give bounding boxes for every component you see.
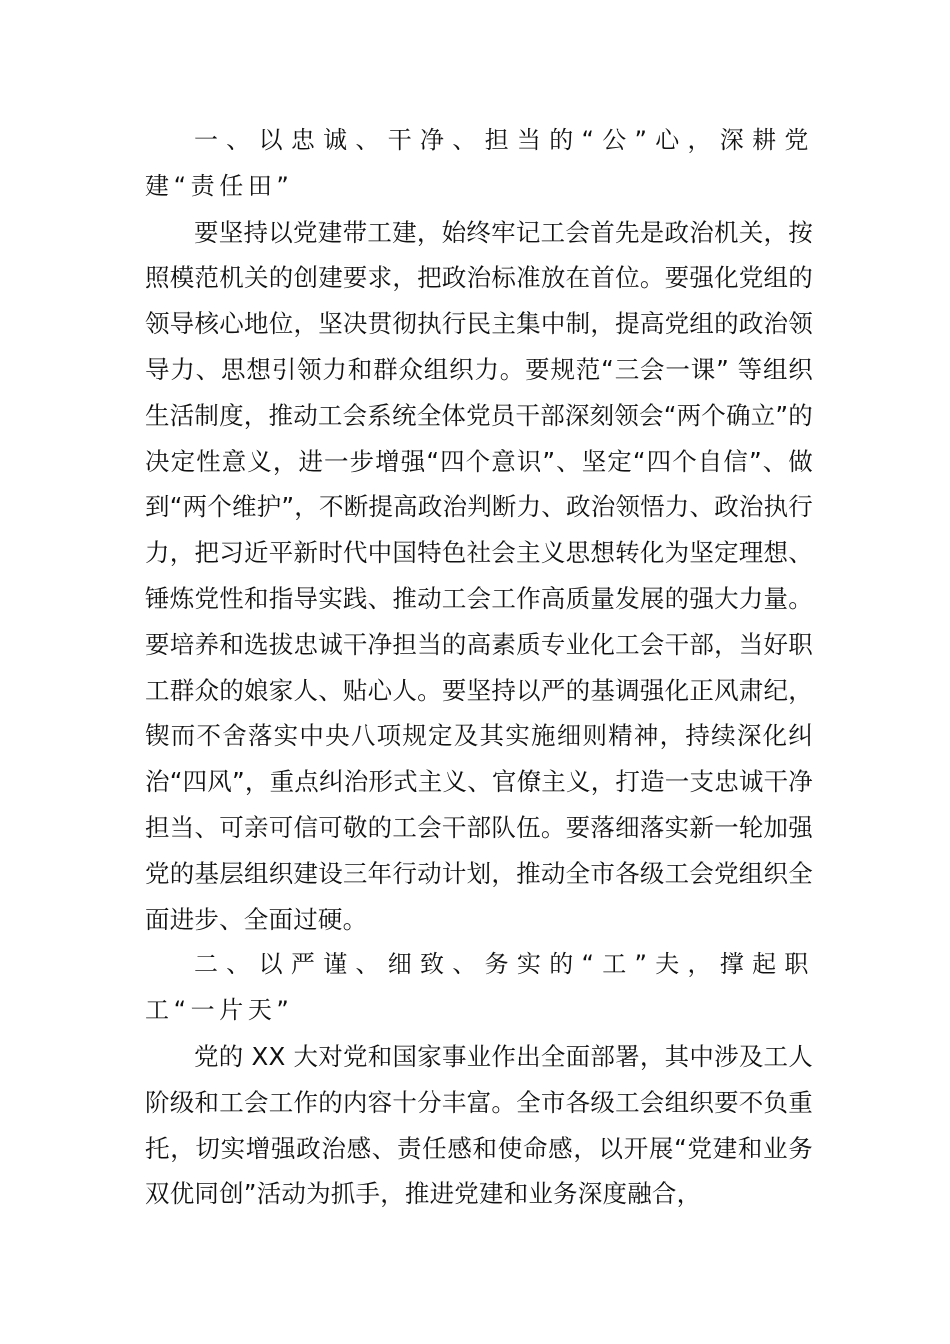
document-body xyxy=(145,118,813,1217)
section-heading-2: 二、以严谨、细致、务实的“工”夫，撑起职工“一片天” xyxy=(145,950,813,1025)
body-paragraph-1: 要坚持以党建带工建，始终牢记工会首先是政治机关，按照模范机关的创建要求，把政治标准放在首位。要强化党组的领导核心地位，坚决贯彻执行民主集中制，提高党组的政治领导力、思想引领力和群众组织力。要规范“三会一课” 等组织生活制度，推动工会系统全体党员干部深刻领会“两个确立”的决定性意义，进一步增强“四个意识”、坚定“四个自信”、做到“两个维护”，不断提高政治判断力、政治领悟力、政治执行力，把习近平新时代中国特色社会主义思想转化为坚定理想、锤炼党性和指导实践、推动工会工作高质量发展的强大力量。要培养和选拔忠诚干净担当的高素质专业化工会干部，当好职工群众的娘家人、贴心人。要坚持以严的基调强化正风肃纪，锲而不舍落实中央八项规定及其实施细则精神，持续深化纠治“四风”，重点纠治形式主义、官僚主义，打造一支忠诚干净担当、可亲可信可敬的工会干部队伍。要落细落实新一轮加强党的基层组织建设三年行动计划，推动全市各级工会党组织全面进步、全面过硬。 xyxy=(145,217,813,934)
section-heading-1: 一、以忠诚、干净、担当的“公”心，深耕党建“责任田” xyxy=(145,126,813,200)
body-paragraph-2: 党的 XX 大对党和国家事业作出全面部署，其中涉及工人阶级和工会工作的内容十分丰富。全市各级工会组织要不负重托，切实增强政治感、责任感和使命感，以开展“党建和业务双优同创”活动为抓手，推进党建和业务深度融合， xyxy=(145,1041,813,1209)
